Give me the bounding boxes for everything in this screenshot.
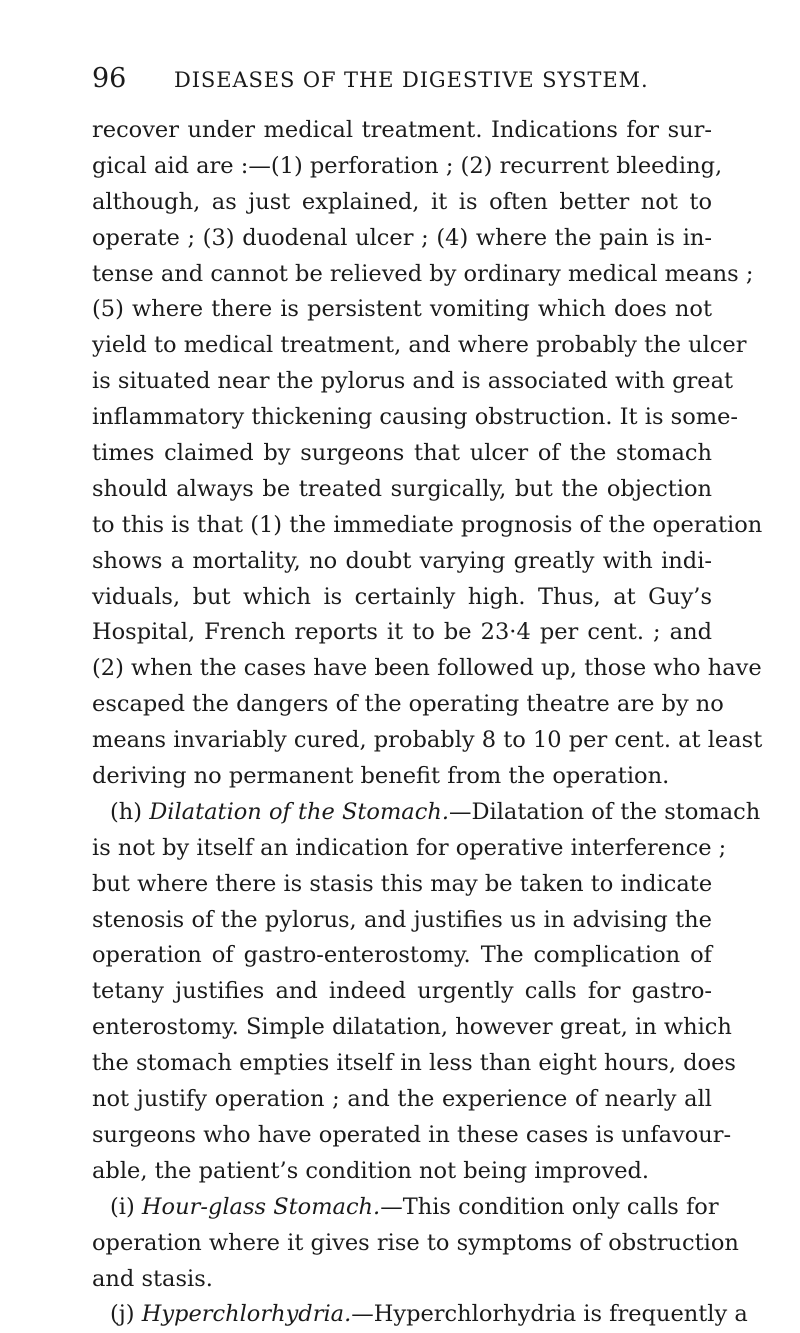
line-text: —Dilatation of the stomach xyxy=(448,798,761,825)
text-line xyxy=(92,1154,712,1190)
section-label: (h) xyxy=(110,798,143,825)
text-line xyxy=(92,544,712,580)
text-line xyxy=(92,113,712,149)
section-title: Hour-glass Stomach. xyxy=(141,1193,381,1220)
text-line xyxy=(92,1046,736,1082)
text-line xyxy=(92,580,712,616)
line-text: —This condition only calls for xyxy=(380,1193,719,1220)
line-text: able, the patient’s condition not being improved. xyxy=(92,1157,650,1184)
line-text: operation where it gives rise to symptoms of obstruction xyxy=(92,1229,739,1256)
text-line xyxy=(92,831,727,867)
section-heading-line xyxy=(92,1297,748,1333)
running-title: DISEASES OF THE DIGESTIVE SYSTEM. xyxy=(174,68,649,92)
text-line xyxy=(92,938,712,974)
section-heading-line xyxy=(92,795,761,831)
text-line xyxy=(92,974,712,1010)
text-line xyxy=(92,400,738,436)
text-line xyxy=(92,1118,732,1154)
line-text: but where there is stasis this may be taken to indicate xyxy=(92,870,713,897)
line-text: —Hyperchlorhydria is frequently a xyxy=(351,1301,748,1328)
line-text: operate ; (3) duodenal ulcer ; (4) where the pain is in- xyxy=(92,224,712,251)
line-text: tense and cannot be relieved by ordinary medical means ; xyxy=(92,260,754,287)
line-text: should always be treated surgically, but the objection xyxy=(92,475,712,502)
text-line xyxy=(92,472,712,508)
line-text: gical aid are :—(1) perforation ; (2) recurrent bleeding, xyxy=(92,152,723,179)
text-line xyxy=(92,651,762,687)
body-text xyxy=(92,113,763,1333)
line-text: Hospital, French reports it to be 23·4 per cent. ; and xyxy=(92,619,712,646)
text-line xyxy=(92,723,763,759)
line-text: to this is that (1) the immediate prognosis of the operation xyxy=(92,511,763,538)
text-line xyxy=(92,1226,739,1262)
text-line xyxy=(92,364,734,400)
text-line xyxy=(92,1082,712,1118)
section-heading-line xyxy=(92,1190,719,1226)
line-text: although, as just explained, it is often better not to xyxy=(92,188,712,215)
text-line xyxy=(92,508,763,544)
line-text: viduals, but which is certainly high. Thus, at Guy’s xyxy=(92,583,712,610)
line-text: means invariably cured, probably 8 to 10 per cent. at least xyxy=(92,727,763,754)
line-text: is not by itself an indication for operative interference ; xyxy=(92,834,727,861)
text-line xyxy=(92,867,712,903)
text-line xyxy=(92,149,723,185)
line-text: (2) when the cases have been followed up, those who have xyxy=(92,655,762,682)
text-line xyxy=(92,185,712,221)
page-header xyxy=(92,62,712,96)
section-label: (j) xyxy=(110,1301,135,1328)
section-title: Dilatation of the Stomach. xyxy=(149,798,449,825)
text-line xyxy=(92,759,712,795)
page-number: 96 xyxy=(92,63,127,94)
text-line xyxy=(92,257,754,293)
line-text: enterostomy. Simple dilatation, however great, in which xyxy=(92,1014,732,1041)
line-text: inflammatory thickening causing obstruction. It is some- xyxy=(92,404,738,431)
line-text: tetany justifies and indeed urgently calls for gastro- xyxy=(92,978,712,1005)
text-line xyxy=(92,221,712,257)
line-text: the stomach empties itself in less than eight hours, does xyxy=(92,1050,736,1077)
line-text: escaped the dangers of the operating theatre are by no xyxy=(92,691,724,718)
text-line xyxy=(92,1010,732,1046)
text-line xyxy=(92,436,712,472)
line-text: surgeons who have operated in these cases is unfavour- xyxy=(92,1121,732,1148)
text-line xyxy=(92,1262,712,1298)
section-title: Hyperchlorhydria. xyxy=(141,1301,352,1328)
line-text: operation of gastro-enterostomy. The complication of xyxy=(92,942,712,969)
line-text: deriving no permanent benefit from the operation. xyxy=(92,763,670,790)
line-text: not justify operation ; and the experience of nearly all xyxy=(92,1086,712,1113)
line-text: recover under medical treatment. Indications for sur- xyxy=(92,117,712,143)
text-line xyxy=(92,903,712,939)
line-text: (5) where there is persistent vomiting which does not xyxy=(92,296,712,323)
line-text: stenosis of the pylorus, and justifies us in advising the xyxy=(92,906,712,933)
text-line xyxy=(92,328,747,364)
text-line xyxy=(92,292,712,328)
text-line xyxy=(92,687,724,723)
line-text: is situated near the pylorus and is associated with great xyxy=(92,368,734,395)
line-text: shows a mortality, no doubt varying greatly with indi- xyxy=(92,547,712,574)
line-text: yield to medical treatment, and where probably the ulcer xyxy=(92,332,747,359)
line-text: and stasis. xyxy=(92,1265,213,1292)
section-label: (i) xyxy=(110,1193,135,1220)
text-line xyxy=(92,615,712,651)
line-text: times claimed by surgeons that ulcer of the stomach xyxy=(92,440,712,467)
